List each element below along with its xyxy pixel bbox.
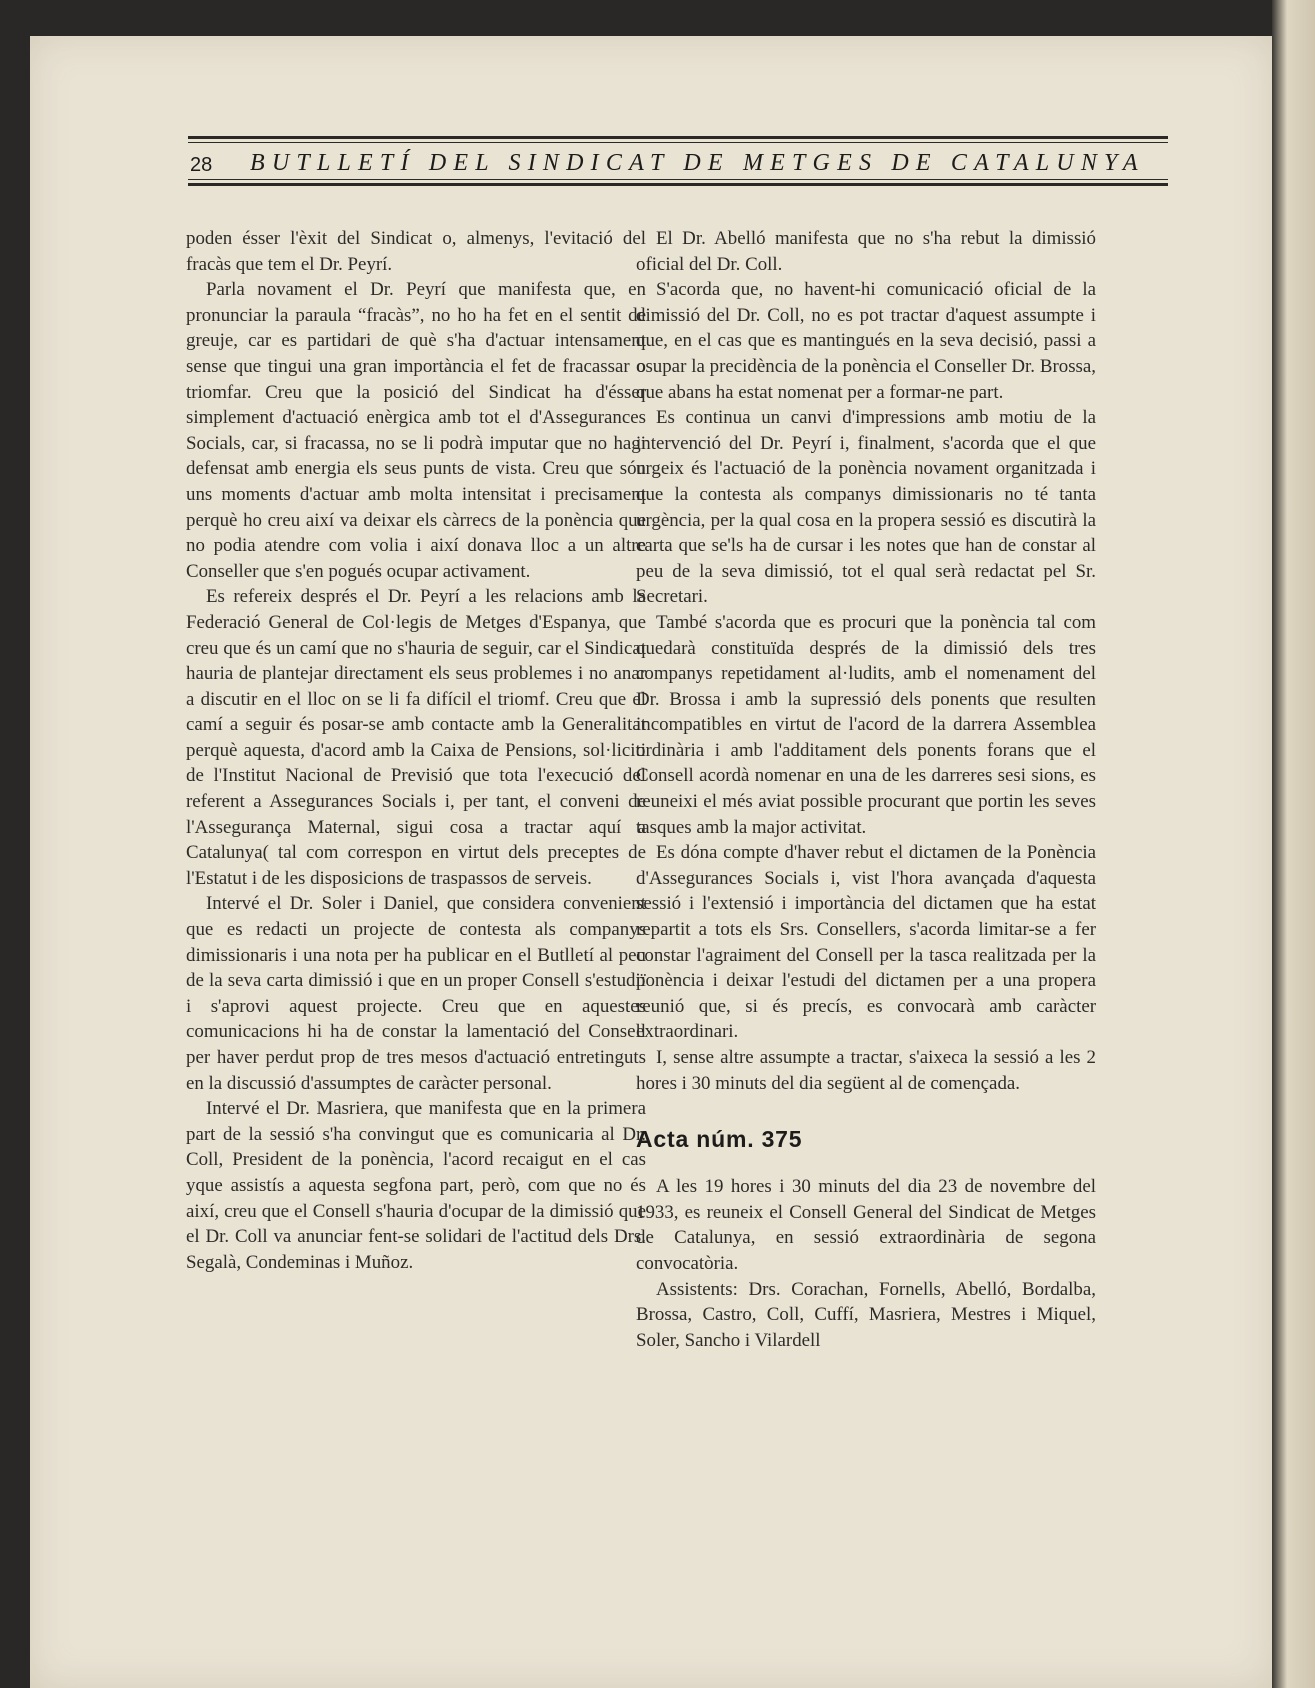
journal-title: BUTLLETÍ DEL SINDICAT DE METGES DE CATALUNYA xyxy=(250,150,1145,176)
paragraph: Es refereix després el Dr. Peyrí a les relacions amb la Federació General de Col·legis de Metges d'Espanya, que creu que és un camí que no s'hauria de seguir, car el Sindicat hauria de plantejar directament els seus problemes i no anar a discutir en el lloc on se li fa difícil el triomf. Creu que el camí a seguir és posar-se amb contacte amb la Generalitat perquè aquesta, d'acord amb la Caixa de Pensions, sol·liciti de l'Institut Nacional de Previsió que tota l'execució del referent a Assegurances Socials i, per tant, el conveni de l'Assegurança Maternal, sigui cosa a tractar aquí a Catalunya( tal com correspon en virtut dels preceptes de l'Estatut i de les disposicions de traspassos de serveis. xyxy=(186,586,646,889)
section-heading: Acta núm. 375 xyxy=(636,1126,803,1153)
running-header xyxy=(188,148,1168,188)
header-rule-top-thin xyxy=(188,142,1168,143)
paragraph: Intervé el Dr. Soler i Daniel, que considera convenient que es redacti un projecte de contesta als companys dimissionaris i una nota per ha publicar en el Butlletí al peu de la seva carta dimissió i que en un proper Consell s'estudiï i s'aprovi aquest projecte. Creu que en aquestes comunicacions hi ha de constar la lamentació del Consell per haver perdut prop de tres mesos d'actuació entretinguts en la discussió d'assumptes de caràcter personal. xyxy=(186,893,646,1094)
paragraph: A les 19 hores i 30 minuts del dia 23 de novembre del 1933, es reuneix el Consell General del Sindicat de Metges de Catalunya, en sessió extraordinària de segona convocatòria. xyxy=(636,1176,1096,1274)
header-rule-top-thick xyxy=(188,136,1168,139)
paragraph: Parla novament el Dr. Peyrí que manifesta que, en pronunciar la paraula “fracàs”, no ho ha fet en el sentit de greuje, car es partidari de què s'ha d'actuar intensament sense que tingui una gran importància el fet de fracassar o triomfar. Creu que la posició del Sindicat ha d'ésser simplement d'actuació enèrgica amb tot el d'Assegurances Socials, car, si fracassa, no se li podrà imputar que no hagi defensat amb energia els seus punts de vista. Creu que són uns moments d'actuar amb molta intensitat i precisament perquè ho creu així va deixar els càrrecs de la ponència que no podia atendre com volia i així donava lloc a un altre Conseller que s'en pogués ocupar activament. xyxy=(186,279,646,582)
paragraph: El Dr. Abelló manifesta que no s'ha rebut la dimissió oficial del Dr. Coll. xyxy=(636,228,1096,275)
adjacent-page-edge xyxy=(1272,0,1315,1688)
left-column xyxy=(186,226,646,1275)
paragraph: Intervé el Dr. Masriera, que manifesta que en la primera part de la sessió s'ha convingut que es comunicaria al Dr. Coll, President de la ponència, l'acord recaigut en el cas yque assistís a aquesta segfona part, però, com que no és així, creu que el Consell s'hauria d'ocupar de la dimissió que el Dr. Coll va anunciar fent-se solidari de l'actitud dels Drs. Segalà, Condeminas i Muñoz. xyxy=(186,1098,646,1273)
paragraph: Assistents: Drs. Corachan, Fornells, Abelló, Bordalba, Brossa, Castro, Coll, Cuffí, Masriera, Mestres i Miquel, Soler, Sancho i Vilardell xyxy=(636,1278,1096,1351)
page-number: 28 xyxy=(190,154,213,176)
paragraph: poden ésser l'èxit del Sindicat o, almenys, l'evitació del fracàs que tem el Dr. Peyrí. xyxy=(186,228,646,275)
document-page xyxy=(30,36,1272,1688)
paragraph: Es continua un canvi d'impressions amb motiu de la intervenció del Dr. Peyrí i, finalment, s'acorda que el que urgeix és l'actuació de la ponència novament organitzada i que la contesta als companys dimissionaris no té tanta urgència, per la qual cosa en la propera sessió es discutirà la carta que se'ls ha de cursar i les notes que han de constar al peu de la seva dimissió, tot el qual serà redactat pel Sr. Secretari. xyxy=(636,407,1096,608)
paragraph: També s'acorda que es procuri que la ponència tal com quedarà constituïda després de la dimissió dels tres companys repetidament al·ludits, amb el nomenament del Dr. Brossa i amb la supressió dels ponents que resulten incompatibles en virtut de l'acord de la darrera Assemblea ordinària i amb l'additament dels ponents forans que el Consell acordà nomenar en una de les darreres sesi sions, es reuneixi el més aviat possible procurant que portin les seves tasques amb la major activitat. xyxy=(636,611,1096,838)
paragraph: S'acorda que, no havent-hi comunicació oficial de la dimissió del Dr. Coll, no es pot tractar d'aquest assumpte i que, en el cas que es mantingués en la seva decisió, passi a osupar la precidència de la ponència el Conseller Dr. Brossa, que abans ha estat nomenat per a formar-ne part. xyxy=(636,279,1096,403)
right-column xyxy=(636,226,1096,1353)
paragraph: Es dóna compte d'haver rebut el dictamen de la Ponència d'Assegurances Socials i, vist l'hora avançada d'aquesta sessió i l'extensió i importància del dictamen que ha estat repartit a tots els Srs. Consellers, s'acorda limitar-se a fer constar l'agraiment del Consell per la tasca realitzada per la ponència i deixar l'estudi del dictamen per a una propera reunió que, si és precís, es convocarà amb caràcter extraordinari. xyxy=(636,842,1096,1043)
paragraph: I, sense altre assumpte a tractar, s'aixeca la sessió a les 2 hores i 30 minuts del dia següent al de començada. xyxy=(636,1047,1096,1094)
